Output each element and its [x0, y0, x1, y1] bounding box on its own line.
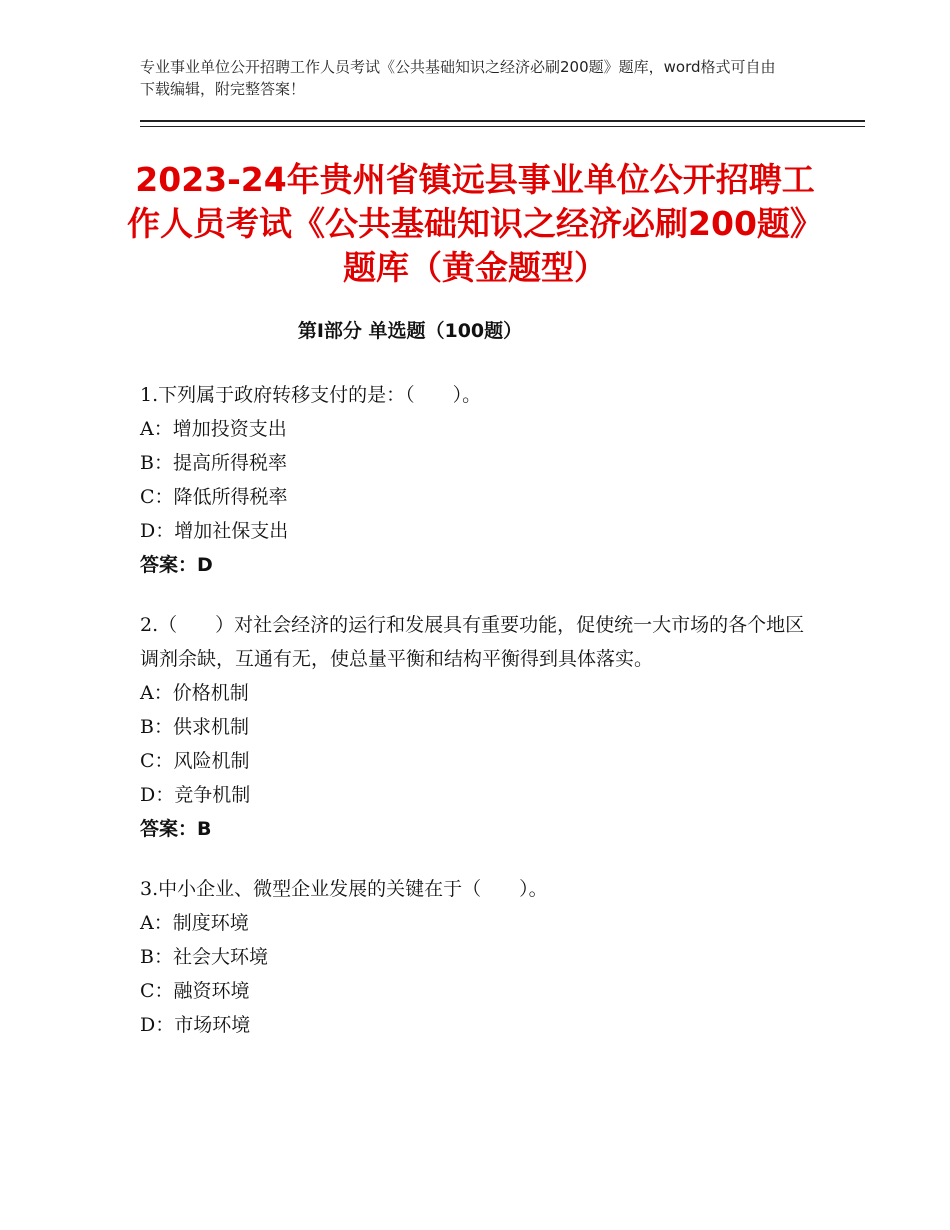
option-c: C：风险机制	[140, 750, 250, 772]
question-1	[140, 378, 810, 582]
option-b: B：提高所得税率	[140, 452, 287, 474]
option-a: A：制度环境	[140, 912, 249, 934]
document-title: 2023-24年贵州省镇远县事业单位公开招聘工作人员考试《公共基础知识之经济必刷200题》题库（黄金题型）	[127, 160, 823, 287]
option-d: D：竞争机制	[140, 784, 251, 806]
question-3	[140, 872, 810, 1042]
option-c: C：融资环境	[140, 980, 250, 1002]
option-b: B：社会大环境	[140, 946, 268, 968]
question-stem: 2.（ ）对社会经济的运行和发展具有重要功能，促使统一大市场的各个地区调剂余缺，互通有无，使总量平衡和结构平衡得到具体落实。	[140, 614, 805, 670]
header-rule-thick	[140, 120, 865, 122]
question-stem: 3.中小企业、微型企业发展的关键在于（ ）。	[140, 878, 548, 900]
option-a: A：增加投资支出	[140, 418, 287, 440]
option-d: D：增加社保支出	[140, 520, 289, 542]
question-stem: 1.下列属于政府转移支付的是：（ ）。	[140, 384, 482, 406]
option-d: D：市场环境	[140, 1014, 251, 1036]
option-c: C：降低所得税率	[140, 486, 288, 508]
option-a: A：价格机制	[140, 682, 249, 704]
option-b: B：供求机制	[140, 716, 249, 738]
question-2	[140, 608, 810, 846]
question-list	[140, 378, 810, 1068]
answer: 答案：B	[140, 818, 212, 840]
header-rule-thin	[140, 126, 865, 127]
answer: 答案：D	[140, 554, 213, 576]
section-heading: 第Ⅰ部分 单选题（100题）	[297, 320, 523, 342]
header-note: 专业事业单位公开招聘工作人员考试《公共基础知识之经济必刷200题》题库，word格式可自由下载编辑，附完整答案！	[140, 58, 776, 98]
